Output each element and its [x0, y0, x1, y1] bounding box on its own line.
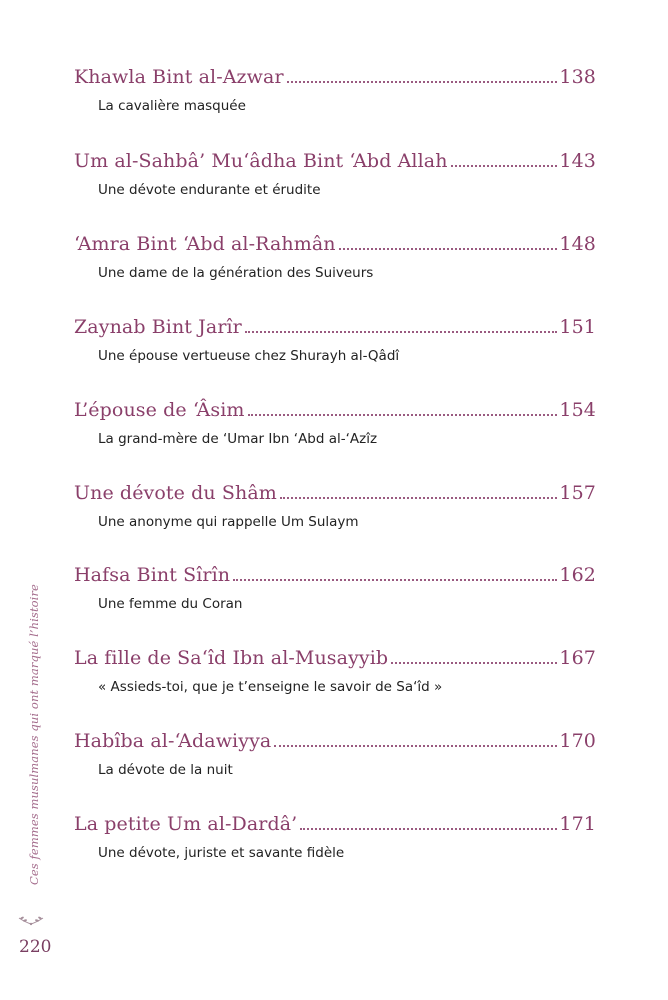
toc-entry-subtitle: Une épouse vertueuse chez Shurayh al-Qâdî: [98, 348, 400, 364]
toc-entry-title-line: [74, 482, 596, 510]
dot-leader: [339, 248, 558, 250]
toc-entry-title-line: [74, 813, 596, 841]
toc-entry[interactable]: [74, 564, 596, 612]
toc-entry-page: 143: [559, 150, 596, 172]
toc-entry-title-line: [74, 647, 596, 675]
toc-entry-page: 170: [559, 730, 596, 752]
dot-leader: [287, 81, 558, 83]
toc-entry[interactable]: [74, 233, 596, 281]
toc-entry[interactable]: [74, 647, 596, 695]
toc-entry-title: Une dévote du Shâm: [74, 482, 277, 504]
toc-entry-title-line: [74, 730, 596, 758]
toc-entry-subtitle: La grand-mère de ‘Umar Ibn ‘Abd al-‘Azîz: [98, 431, 378, 447]
toc-entry-title: Zaynab Bint Jarîr: [74, 316, 242, 338]
toc-entry-page: 151: [559, 316, 596, 338]
floral-ornament-icon: [16, 912, 46, 928]
toc-entry[interactable]: [74, 813, 596, 861]
page-number: 220: [19, 937, 52, 957]
toc-entry-subtitle: « Assieds-toi, que je t’enseigne le savoir de Sa‘îd »: [98, 679, 443, 695]
toc-entry-page: 162: [559, 564, 596, 586]
toc-entry-subtitle: Une dévote endurante et érudite: [98, 182, 321, 198]
dot-leader: [300, 828, 557, 830]
toc-entry-subtitle: Une dame de la génération des Suiveurs: [98, 265, 374, 281]
toc-entry-title-line: [74, 316, 596, 344]
toc-entry-title-line: [74, 150, 596, 178]
toc-entry-subtitle: Une femme du Coran: [98, 596, 243, 612]
dot-leader: [451, 165, 558, 167]
toc-entry[interactable]: [74, 482, 596, 530]
dot-leader: [280, 497, 558, 499]
toc-entry-page: 171: [559, 813, 596, 835]
dot-leader: [274, 745, 557, 747]
toc-entry-title: Hafsa Bint Sîrîn: [74, 564, 231, 586]
toc-entry-page: 157: [559, 482, 596, 504]
dot-leader: [245, 331, 558, 333]
toc-entry-title: Khawla Bint al-Azwar: [74, 66, 284, 88]
toc-entry-page: 154: [559, 399, 596, 421]
dot-leader: [391, 662, 557, 664]
toc-entry[interactable]: [74, 316, 596, 364]
toc-entry-subtitle: La cavalière masquée: [98, 98, 246, 114]
toc-entry-title-line: [74, 233, 596, 261]
dot-leader: [233, 579, 557, 581]
toc-entry-page: 138: [559, 66, 596, 88]
toc-entry-subtitle: La dévote de la nuit: [98, 762, 233, 778]
toc-entry[interactable]: [74, 150, 596, 198]
toc-entry-title-line: [74, 564, 596, 592]
toc-entry[interactable]: [74, 66, 596, 114]
toc-entry-title: La petite Um al-Dardâ’: [74, 813, 298, 835]
toc-entry-subtitle: Une anonyme qui rappelle Um Sulaym: [98, 514, 359, 530]
toc-entry-title-line: [74, 66, 596, 94]
toc-entry-title: Habîba al-‘Adawiyya: [74, 730, 272, 752]
toc-entry-page: 148: [559, 233, 596, 255]
toc-entry-page: 167: [559, 647, 596, 669]
toc-entry[interactable]: [74, 399, 596, 447]
toc-entry-subtitle: Une dévote, juriste et savante fidèle: [98, 845, 345, 861]
toc-entry-title: ‘Amra Bint ‘Abd al-Rahmân: [74, 233, 336, 255]
toc-entry-title: Um al-Sahbâ’ Mu‘âdha Bint ‘Abd Allah: [74, 150, 448, 172]
toc-entry[interactable]: [74, 730, 596, 778]
book-title-margin: Ces femmes musulmanes qui ont marqué l’histoire: [27, 584, 41, 885]
toc-entry-title: L’épouse de ‘Âsim: [74, 399, 245, 421]
toc-entry-title: La fille de Sa‘îd Ibn al-Musayyib: [74, 647, 389, 669]
dot-leader: [248, 414, 558, 416]
toc-entry-title-line: [74, 399, 596, 427]
